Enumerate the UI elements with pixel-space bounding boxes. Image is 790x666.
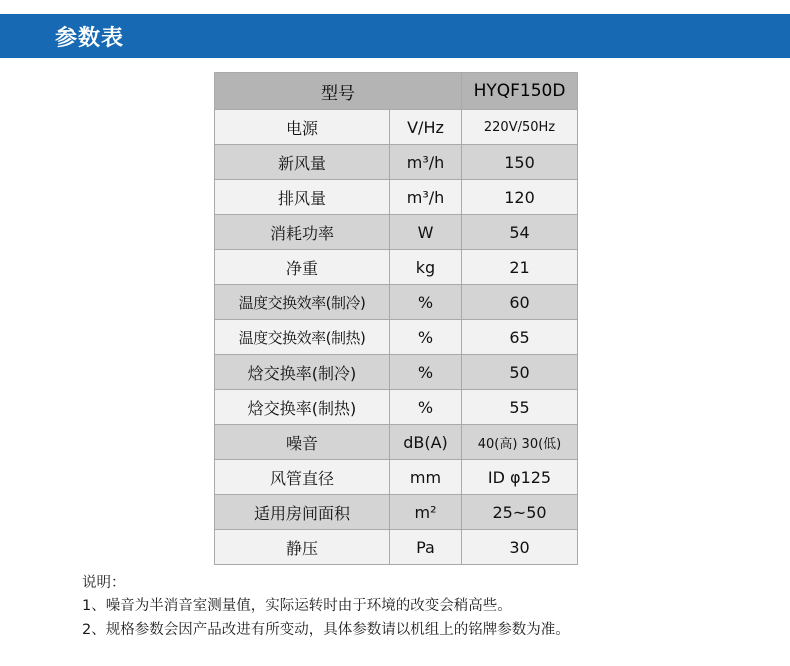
- notes-line-2: 2、规格参数会因产品改进有所变动，具体参数请以机组上的铭牌参数为准。: [82, 621, 570, 638]
- model-label-cell: 型号: [215, 73, 462, 110]
- row-name: 新风量: [215, 145, 390, 180]
- row-name: 消耗功率: [215, 215, 390, 250]
- row-unit: Pa: [390, 530, 462, 565]
- row-unit: %: [390, 390, 462, 425]
- table-row: [215, 110, 578, 145]
- row-name: 净重: [215, 250, 390, 285]
- spec-table-body: [215, 73, 578, 565]
- row-unit: W: [390, 215, 462, 250]
- row-value: 54: [462, 215, 578, 250]
- row-value: ID φ125: [462, 460, 578, 495]
- row-value: 120: [462, 180, 578, 215]
- row-value: 220V/50Hz: [462, 110, 578, 145]
- row-unit: dB(A): [390, 425, 462, 460]
- table-row: [215, 285, 578, 320]
- row-name: 排风量: [215, 180, 390, 215]
- row-value: 25~50: [462, 495, 578, 530]
- row-unit: V/Hz: [390, 110, 462, 145]
- row-name: 噪音: [215, 425, 390, 460]
- notes-line-1: 1、噪音为半消音室测量值，实际运转时由于环境的改变会稍高些。: [82, 598, 512, 615]
- row-name: 焓交换率(制冷): [215, 355, 390, 390]
- table-row: [215, 425, 578, 460]
- row-unit: %: [390, 355, 462, 390]
- row-value: 40(高) 30(低): [462, 425, 578, 460]
- row-name: 温度交换效率(制热): [215, 320, 390, 355]
- row-unit: %: [390, 320, 462, 355]
- row-name: 电源: [215, 110, 390, 145]
- page-title: 参数表: [55, 25, 125, 51]
- specification-table: [214, 72, 578, 565]
- spec-table-container: [214, 72, 578, 565]
- row-value: 150: [462, 145, 578, 180]
- section-header-bar: [0, 14, 790, 58]
- row-name: 适用房间面积: [215, 495, 390, 530]
- row-name: 焓交换率(制热): [215, 390, 390, 425]
- row-unit: mm: [390, 460, 462, 495]
- row-value: 50: [462, 355, 578, 390]
- row-value: 30: [462, 530, 578, 565]
- table-row: [215, 320, 578, 355]
- row-value: 65: [462, 320, 578, 355]
- notes-title: 说明：: [82, 575, 126, 591]
- row-name: 风管直径: [215, 460, 390, 495]
- table-header-row: [215, 73, 578, 110]
- row-unit: %: [390, 285, 462, 320]
- row-unit: m²: [390, 495, 462, 530]
- model-value-cell: HYQF150D: [462, 73, 578, 110]
- row-name: 静压: [215, 530, 390, 565]
- table-row: [215, 180, 578, 215]
- table-row: [215, 390, 578, 425]
- row-value: 60: [462, 285, 578, 320]
- row-value: 55: [462, 390, 578, 425]
- table-row: [215, 460, 578, 495]
- row-unit: kg: [390, 250, 462, 285]
- table-row: [215, 495, 578, 530]
- table-row: [215, 250, 578, 285]
- row-unit: m³/h: [390, 145, 462, 180]
- table-row: [215, 215, 578, 250]
- row-value: 21: [462, 250, 578, 285]
- row-unit: m³/h: [390, 180, 462, 215]
- table-row: [215, 355, 578, 390]
- row-name: 温度交换效率(制冷): [215, 285, 390, 320]
- table-row: [215, 530, 578, 565]
- notes-block: [82, 572, 742, 642]
- table-row: [215, 145, 578, 180]
